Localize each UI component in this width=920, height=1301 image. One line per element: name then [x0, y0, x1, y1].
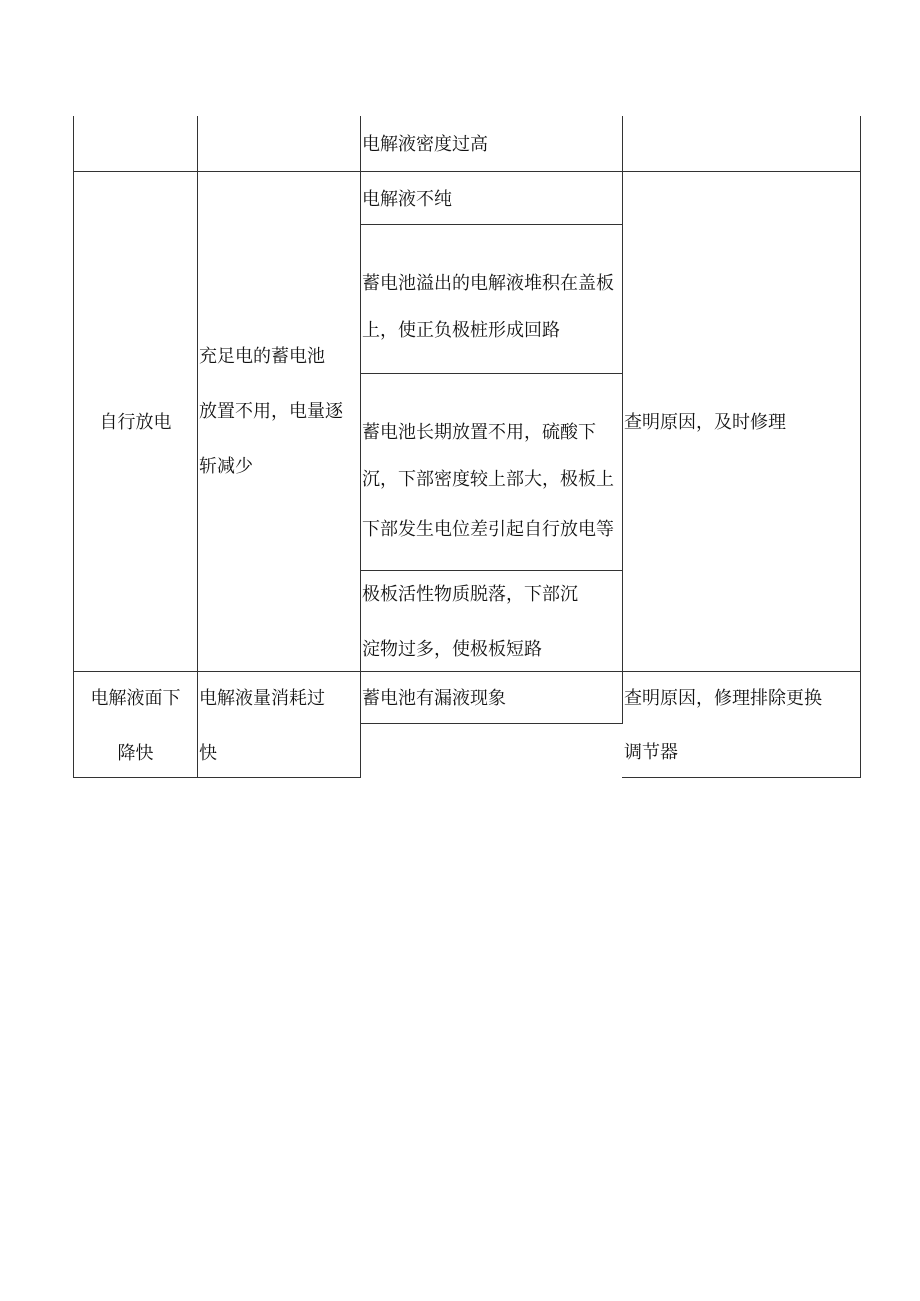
- row0-cause: 电解液密度过高: [362, 134, 488, 155]
- row1-symptom-line3: 斩减少: [199, 456, 253, 477]
- row2-symptom-line2: 快: [199, 743, 217, 764]
- table-divider-col1: [197, 116, 198, 778]
- row1-cause3-line1: 蓄电池长期放置不用，硫酸下: [362, 422, 596, 443]
- row2-remedy-line2: 调节器: [624, 742, 678, 763]
- row1-symptom-line2: 放置不用，电量逐: [199, 401, 343, 422]
- row1-cause4-line1: 极板活性物质脱落，下部沉: [362, 584, 578, 605]
- row2-fault-line2: 降快: [117, 743, 154, 764]
- row1-fault: 自行放电: [99, 412, 172, 433]
- row1-symptom-line1: 充足电的蓄电池: [199, 346, 325, 367]
- table-divider-col3-upper: [622, 116, 623, 724]
- row1-remedy: 查明原因，及时修理: [624, 412, 786, 433]
- row1-cause1: 电解液不纯: [362, 189, 452, 210]
- row2-fault-line1: 电解液面下: [90, 688, 181, 709]
- row1-cause4-line2: 淀物过多，使极板短路: [362, 639, 542, 660]
- table-border-right: [860, 116, 861, 778]
- row2-symptom-line1: 电解液量消耗过: [199, 688, 325, 709]
- row1-cause3-line2: 沉，下部密度较上部大，极板上: [362, 469, 614, 490]
- table-divider-col2: [360, 116, 361, 778]
- row1-cause2-line2: 上，使正负极桩形成回路: [362, 320, 560, 341]
- row1-cause2-line1: 蓄电池溢出的电解液堆积在盖板: [362, 273, 614, 294]
- row2-cause: 蓄电池有漏液现象: [362, 688, 506, 709]
- cause-divider-2: [360, 373, 623, 374]
- row1-cause3-line3: 下部发生电位差引起自行放电等: [362, 519, 614, 540]
- row2-remedy-line1: 查明原因，修理排除更换: [624, 688, 822, 709]
